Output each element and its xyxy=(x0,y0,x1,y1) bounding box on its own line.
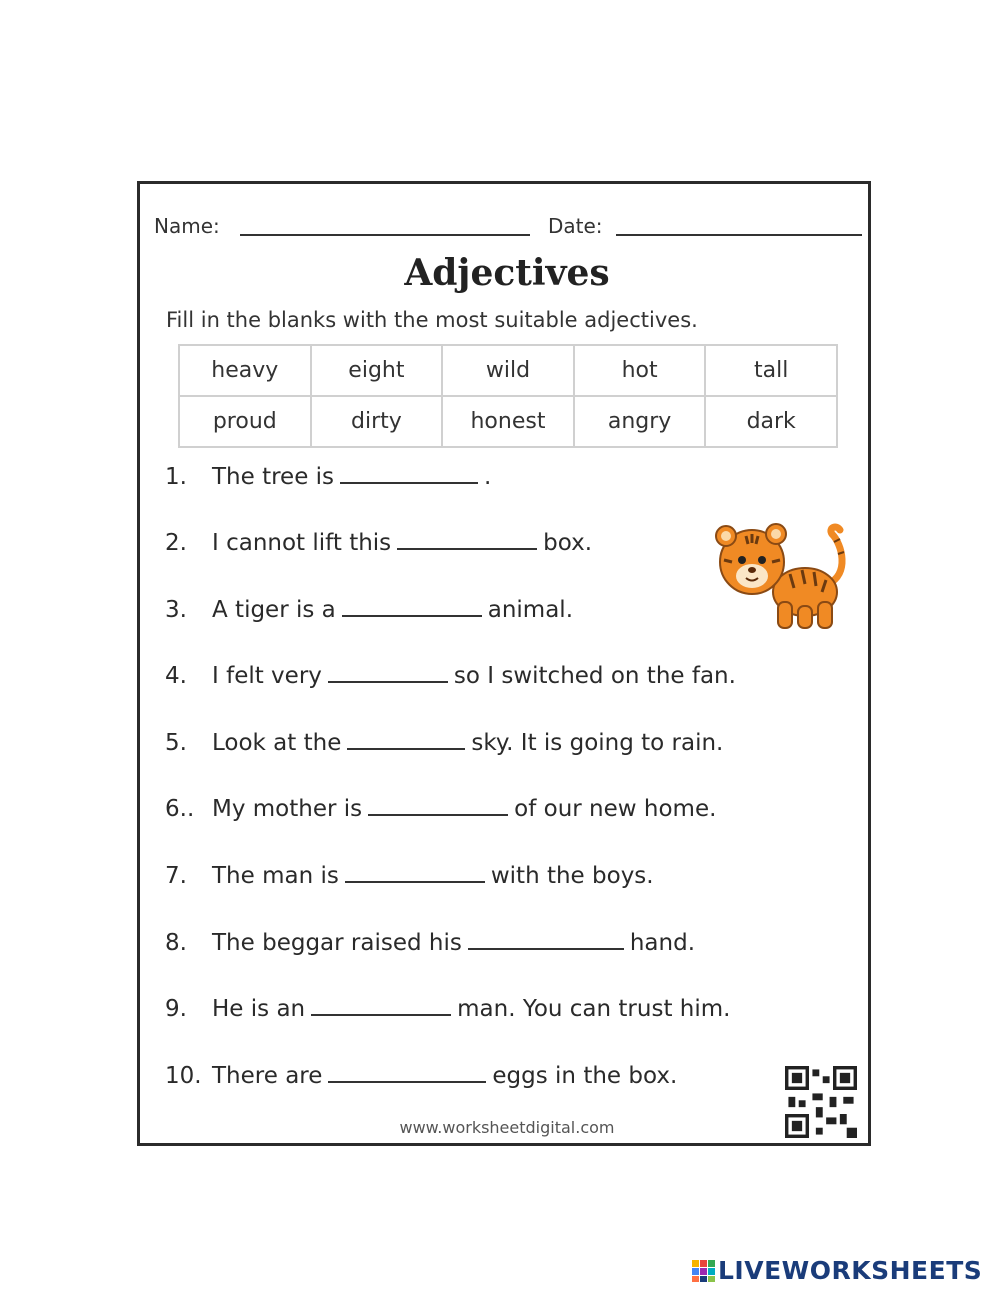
word-bank-cell: eight xyxy=(311,345,443,396)
question-number: 7. xyxy=(165,863,187,889)
question-text-after: hand. xyxy=(629,930,696,956)
question-text-after: with the boys. xyxy=(490,863,654,889)
question-text-after: eggs in the box. xyxy=(492,1063,678,1089)
word-bank-cell: wild xyxy=(442,345,574,396)
question-text-before: The man is xyxy=(212,863,339,889)
question-text-after: sky. It is going to rain. xyxy=(471,730,724,756)
name-label: Name: xyxy=(154,214,220,238)
date-label: Date: xyxy=(548,214,603,238)
question-number: 5. xyxy=(165,730,187,756)
question-text-before: A tiger is a xyxy=(212,597,336,623)
worksheet-title: Adjectives xyxy=(404,252,610,294)
question-3 xyxy=(165,597,573,623)
question-text-before: There are xyxy=(212,1063,323,1089)
question-text-before: Look at the xyxy=(212,730,342,756)
question-number: 4. xyxy=(165,663,187,689)
word-bank-cell: tall xyxy=(705,345,837,396)
question-text-before: The tree is xyxy=(212,464,335,490)
liveworksheets-brand[interactable]: LIVEWORKSHEETS xyxy=(718,1256,983,1285)
question-text-after: animal. xyxy=(487,597,574,623)
word-bank-row xyxy=(179,396,837,447)
question-number: 10. xyxy=(165,1063,202,1089)
word-bank-cell: angry xyxy=(574,396,706,447)
footer-url[interactable]: www.worksheetdigital.com xyxy=(399,1118,615,1137)
question-number: 8. xyxy=(165,930,187,956)
question-number: 9. xyxy=(165,996,187,1022)
answer-blank-3[interactable] xyxy=(342,597,482,617)
question-text-after: man. You can trust him. xyxy=(457,996,731,1022)
answer-blank-9[interactable] xyxy=(311,996,451,1016)
word-bank-cell: heavy xyxy=(179,345,311,396)
question-text-after: box. xyxy=(543,530,593,556)
date-field-line[interactable] xyxy=(616,234,862,236)
question-text-before: My mother is xyxy=(212,796,363,822)
question-9 xyxy=(165,996,730,1022)
question-text-after: . xyxy=(484,464,492,490)
question-number: 2. xyxy=(165,530,187,556)
question-text-after: of our new home. xyxy=(514,796,717,822)
answer-blank-1[interactable] xyxy=(340,464,478,484)
word-bank-cell: honest xyxy=(442,396,574,447)
question-2 xyxy=(165,530,592,556)
question-7 xyxy=(165,863,654,889)
answer-blank-7[interactable] xyxy=(345,863,485,883)
liveworksheets-logo-icon xyxy=(692,1260,716,1282)
instruction-text: Fill in the blanks with the most suitable adjectives. xyxy=(166,308,698,332)
question-1 xyxy=(165,464,491,490)
word-bank xyxy=(178,344,838,448)
question-text-before: He is an xyxy=(212,996,306,1022)
word-bank-cell: hot xyxy=(574,345,706,396)
question-5 xyxy=(165,730,723,756)
word-bank-cell: dark xyxy=(705,396,837,447)
question-10 xyxy=(165,1063,677,1089)
answer-blank-4[interactable] xyxy=(328,663,448,683)
answer-blank-2[interactable] xyxy=(397,530,537,550)
question-text-before: The beggar raised his xyxy=(212,930,462,956)
question-6 xyxy=(165,796,716,822)
question-number: 6.. xyxy=(165,796,195,822)
question-number: 1. xyxy=(165,464,187,490)
answer-blank-5[interactable] xyxy=(347,730,465,750)
question-number: 3. xyxy=(165,597,187,623)
question-4 xyxy=(165,663,736,689)
question-8 xyxy=(165,930,695,956)
word-bank-cell: proud xyxy=(179,396,311,447)
answer-blank-10[interactable] xyxy=(328,1063,486,1083)
name-field-line[interactable] xyxy=(240,234,530,236)
tiger-illustration xyxy=(710,514,860,634)
question-text-before: I felt very xyxy=(212,663,322,689)
word-bank-cell: dirty xyxy=(311,396,443,447)
worksheet xyxy=(137,181,871,1146)
answer-blank-8[interactable] xyxy=(468,930,624,950)
question-text-after: so I switched on the fan. xyxy=(453,663,736,689)
answer-blank-6[interactable] xyxy=(368,796,508,816)
word-bank-row xyxy=(179,345,837,396)
question-text-before: I cannot lift this xyxy=(212,530,392,556)
